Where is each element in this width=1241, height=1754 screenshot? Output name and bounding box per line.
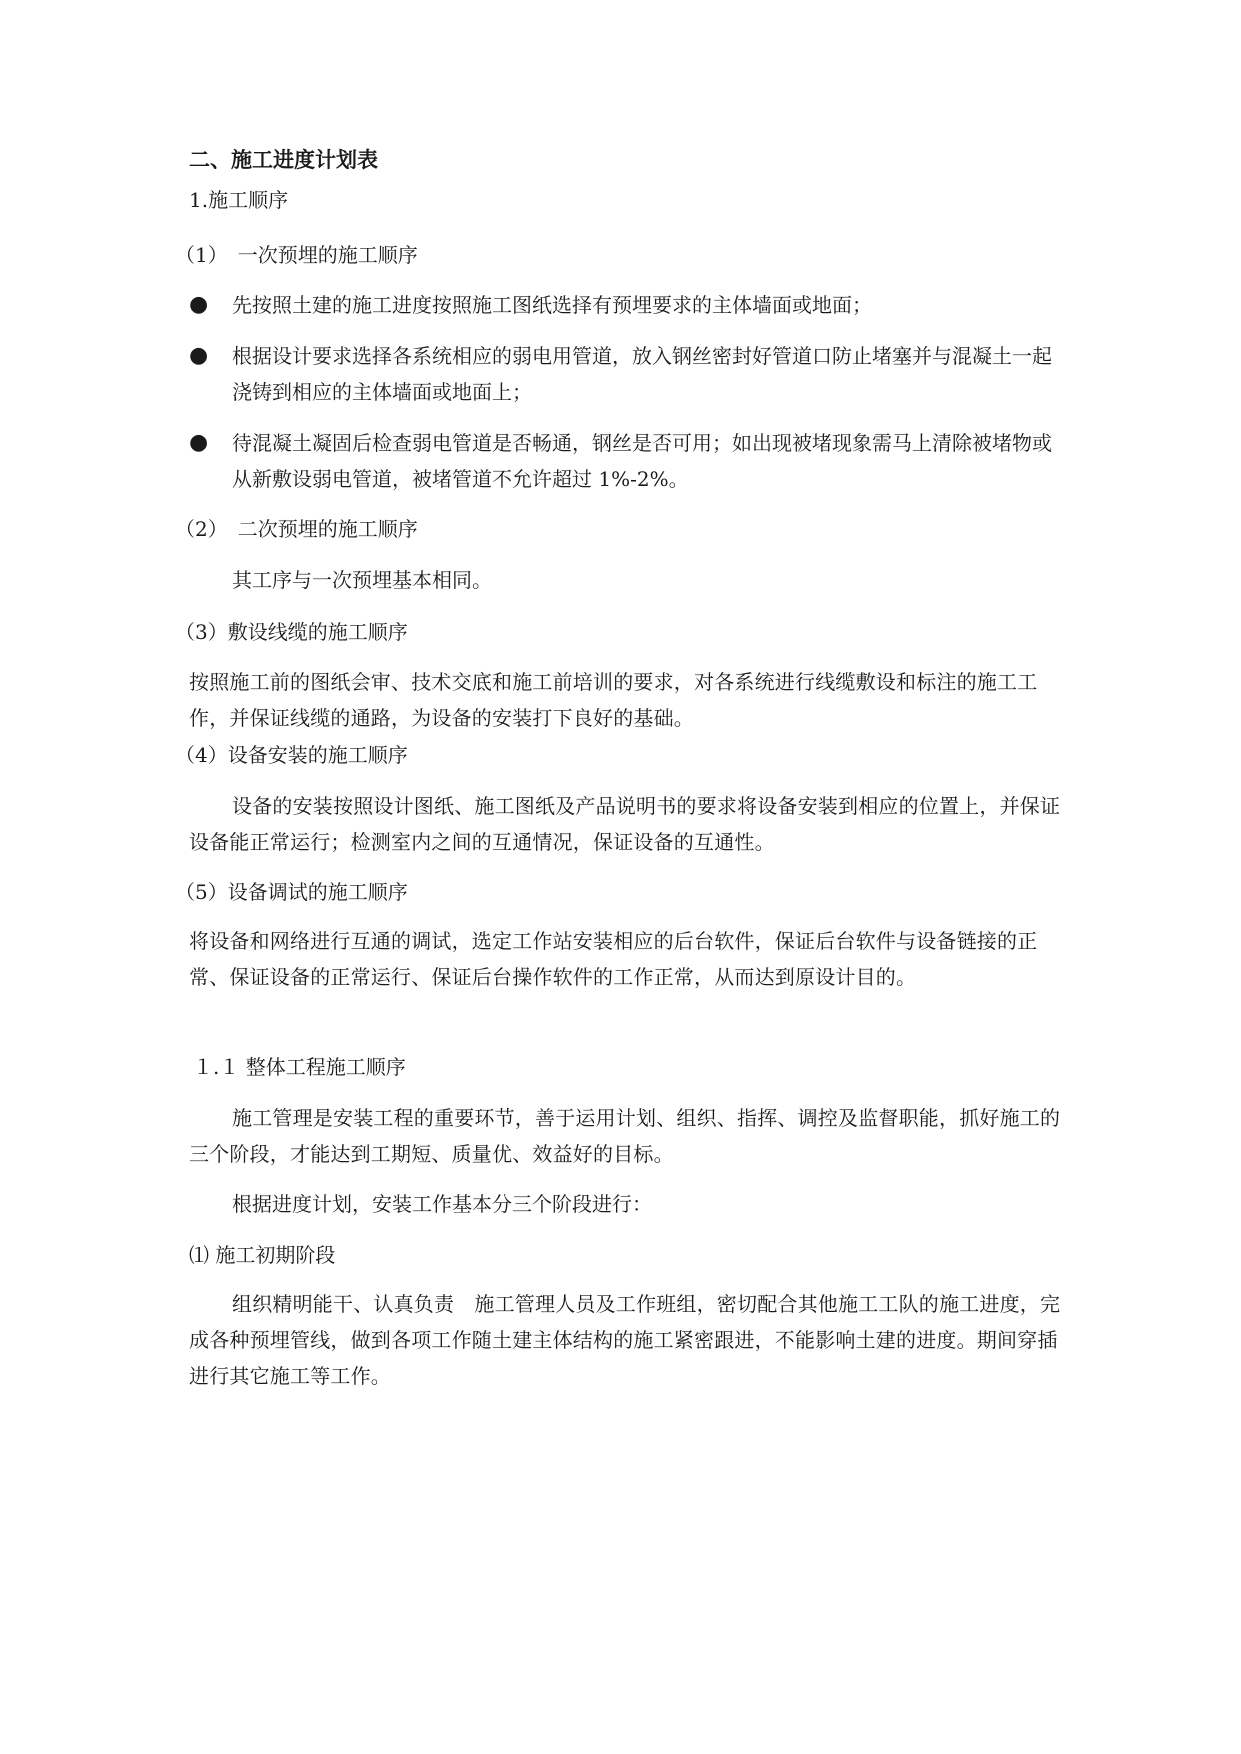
section-title-1: 1.施工顺序 (189, 188, 289, 212)
subsection-title-5: （5）设备调试的施工顺序 (175, 880, 408, 904)
bullet-item-2 (189, 338, 1061, 410)
bullet-text: 待混凝土凝固后检查弱电管道是否畅通，钢丝是否可用；如出现被堵现象需马上清除被堵物或从新敷设弱电管道，被堵管道不允许超过 1%-2%。 (232, 431, 1052, 491)
bullet-item-3 (189, 425, 1061, 497)
bullet-icon: ● (189, 430, 209, 455)
management-paragraph: 施工管理是安装工程的重要环节，善于运用计划、组织、指挥、调控及监督职能，抓好施工的三个阶段，才能达到工期短、质量优、效益好的目标。 (189, 1106, 1061, 1166)
subsection-4-text: 设备的安装按照设计图纸、施工图纸及产品说明书的要求将设备安装到相应的位置上，并保证设备能正常运行；检测室内之间的互通情况，保证设备的互通性。 (189, 794, 1061, 854)
subsection-3-text: 按照施工前的图纸会审、技术交底和施工前培训的要求，对各系统进行线缆敷设和标注的施工工作，并保证线缆的通路，为设备的安装打下良好的基础。 (189, 670, 1038, 730)
bullet-icon: ● (189, 292, 209, 317)
bullet-item-1 (189, 287, 1061, 323)
stage-1-text: 组织精明能干、认真负责 施工管理人员及工作班组，密切配合其他施工工队的施工进度，完成各种预埋管线，做到各项工作随土建主体结构的施工紧密跟进，不能影响土建的进度。期间穿插进行其它施工等工作。 (189, 1292, 1061, 1388)
section-title-1-1: １.１ 整体工程施工顺序 (193, 1055, 406, 1079)
subsection-2-text: 其工序与一次预埋基本相同。 (232, 568, 492, 592)
bullet-text: 根据设计要求选择各系统相应的弱电用管道，放入钢丝密封好管道口防止堵塞并与混凝土一起浇铸到相应的主体墙面或地面上； (232, 344, 1052, 404)
bullet-icon: ● (189, 343, 209, 368)
subsection-title-4: （4）设备安装的施工顺序 (175, 743, 408, 767)
subsection-title-2: （2） 二次预埋的施工顺序 (175, 517, 418, 541)
section-heading: 二、施工进度计划表 (189, 147, 378, 172)
subsection-title-1: （1） 一次预埋的施工顺序 (175, 243, 418, 267)
plan-paragraph: 根据进度计划，安装工作基本分三个阶段进行： (232, 1192, 652, 1216)
bullet-text: 先按照土建的施工进度按照施工图纸选择有预埋要求的主体墙面或地面； (232, 293, 872, 317)
stage-1-title: ⑴ 施工初期阶段 (189, 1243, 336, 1267)
subsection-5-text: 将设备和网络进行互通的调试，选定工作站安装相应的后台软件，保证后台软件与设备链接的正常、保证设备的正常运行、保证后台操作软件的工作正常，从而达到原设计目的。 (189, 929, 1038, 989)
subsection-title-3: （3）敷设线缆的施工顺序 (175, 620, 408, 644)
